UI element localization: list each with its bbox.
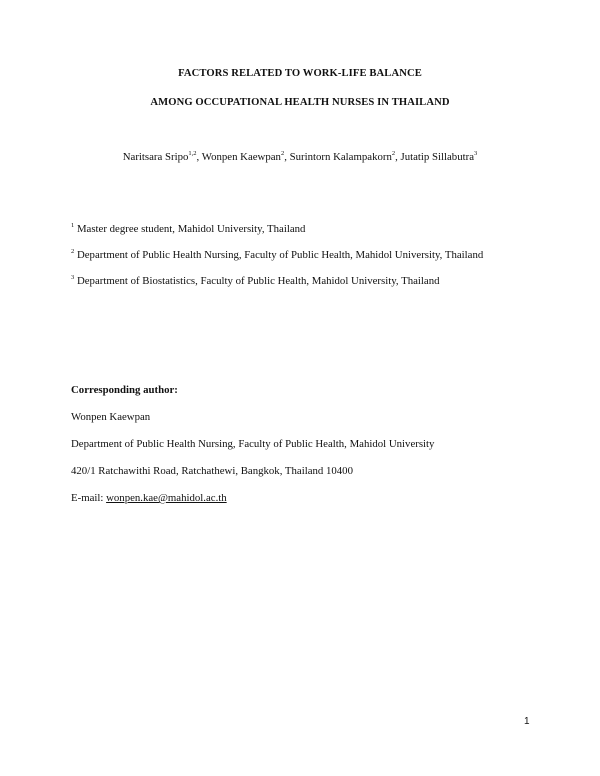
author-name: Wonpen Kaewpan xyxy=(201,151,281,163)
author-list xyxy=(0,151,600,163)
author-separator: , xyxy=(395,151,401,163)
author-name: Surintorn Kalampakorn xyxy=(289,151,392,163)
author-affiliation-mark: 1,2 xyxy=(188,150,197,157)
page-number: 1 xyxy=(524,716,530,727)
affiliation-text: Department of Public Health Nursing, Faculty of Public Health, Mahidol University, Thailand xyxy=(76,249,484,261)
email-link[interactable]: wonpen.kae@mahidol.ac.th xyxy=(106,492,227,504)
author-affiliation-mark: 2 xyxy=(391,150,396,157)
affiliation-number: 2 xyxy=(71,248,75,255)
corresponding-department: Department of Public Health Nursing, Faculty of Public Health, Mahidol University xyxy=(71,438,435,450)
author-affiliation-mark: 2 xyxy=(280,150,285,157)
author-affiliation-mark: 3 xyxy=(474,150,478,157)
email-label: E-mail: xyxy=(71,492,107,504)
author-separator: , xyxy=(284,151,290,163)
corresponding-address: 420/1 Ratchawithi Road, Ratchathewi, Bangkok, Thailand 10400 xyxy=(71,465,353,477)
title-line-2: AMONG OCCUPATIONAL HEALTH NURSES IN THAILAND xyxy=(150,97,450,108)
corresponding-email-line xyxy=(71,492,227,504)
author-separator: , xyxy=(196,151,202,163)
affiliation-1 xyxy=(71,223,305,235)
affiliation-text: Department of Biostatistics, Faculty of Public Health, Mahidol University, Thailand xyxy=(76,275,440,287)
corresponding-name: Wonpen Kaewpan xyxy=(71,411,151,423)
author-name: Naritsara Sripo xyxy=(122,151,189,163)
affiliation-text: Master degree student, Mahidol University, Thailand xyxy=(76,223,306,235)
author-name: Jutatip Sillabutra xyxy=(400,151,474,163)
affiliation-3 xyxy=(71,275,440,287)
affiliation-number: 3 xyxy=(71,274,75,281)
affiliation-2 xyxy=(71,249,483,261)
corresponding-heading: Corresponding author: xyxy=(71,384,178,396)
affiliation-number: 1 xyxy=(71,222,75,229)
title-line-1: FACTORS RELATED TO WORK-LIFE BALANCE xyxy=(178,68,422,79)
